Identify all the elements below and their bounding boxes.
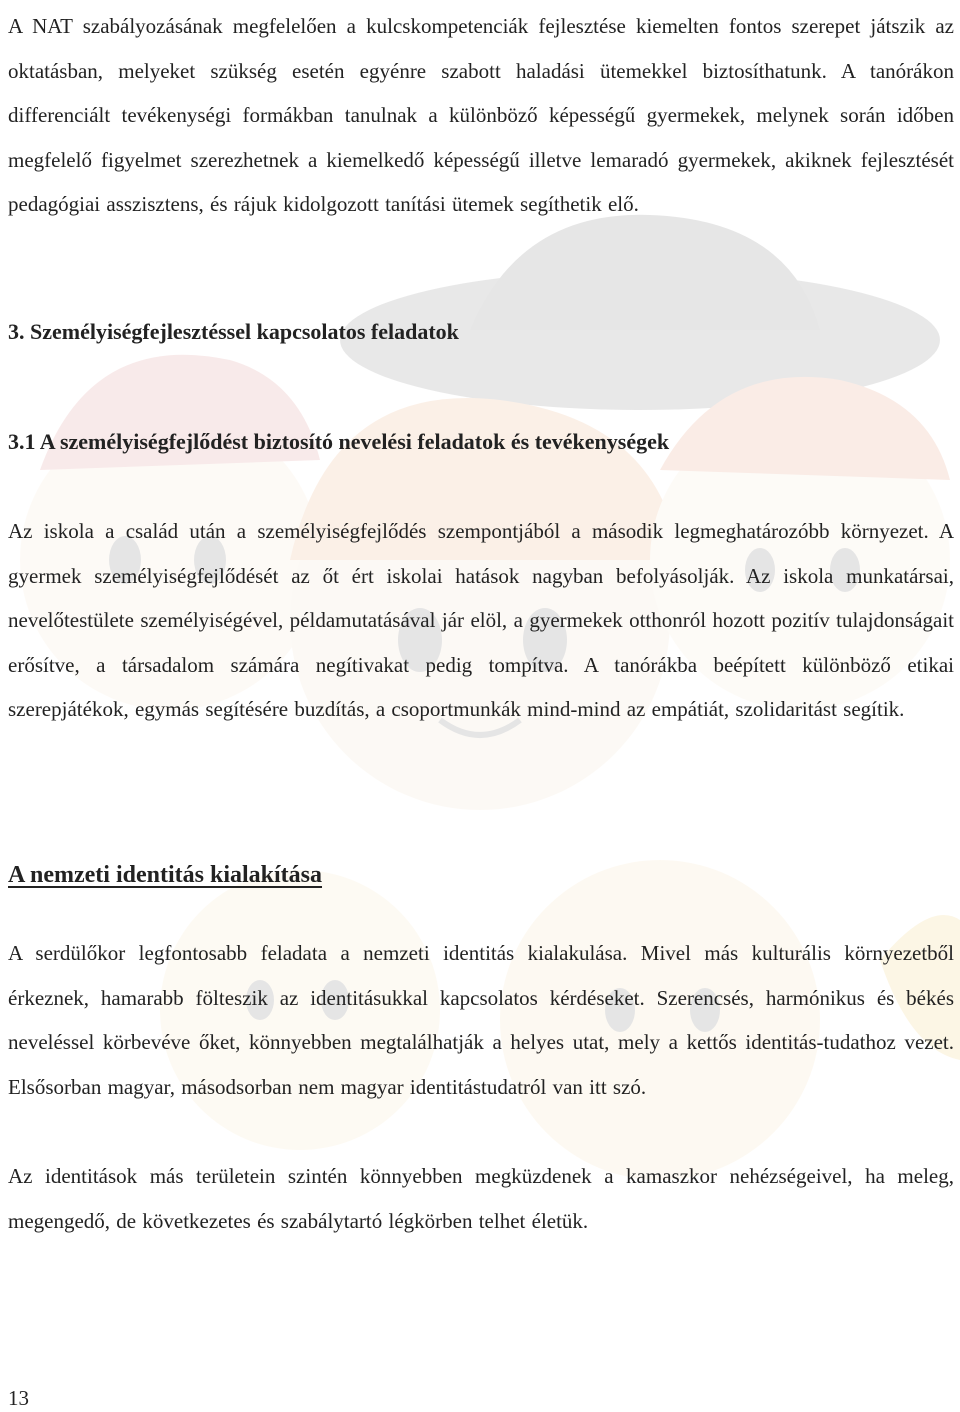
intro-paragraph: A NAT szabályozásának megfelelően a kulcskompetenciák fejlesztése kiemelten fontos szerepet játszik az oktatásban, melyeket szükség esetén egyénre szabott haladási ütemekkel biztosíthatunk. A tanórákon differenciált tevékenységi formákban tanulnak a különböző képességű gyermekek, melynek során időben megfelelő figyelmet szerezhetnek a kiemelkedő képességű illetve lemaradó gyermekek, akiknek fejlesztését pedagógiai asszisztens, és rájuk kidolgozott tanítási ütemek segíthetik elő. — [8, 14, 954, 216]
subsection-title: 3.1 A személyiségfejlődést biztosító nevelési feladatok és tevékenységek — [8, 429, 670, 454]
identity-paragraph-1: A serdülőkor legfontosabb feladata a nemzeti identitás kialakulása. Mivel más kulturális környezetből érkeznek, hamarabb fölteszik az identitásukkal kapcsolatos kérdéseket. Szerencsés, harmónikus és békés neveléssel körbevéve őket, könnyebben megtalálhatják a helyes utat, mely a kettős identitás-tudathoz vezet. Elsősorban magyar, másodsorban nem magyar identitástudatról van itt szó. — [8, 941, 954, 1099]
page-number: 13 — [8, 1386, 29, 1410]
identity-title: A nemzeti identitás kialakítása — [8, 862, 323, 888]
subsection-paragraph: Az iskola a család után a személyiségfejlődés szempontjából a második legmeghatározóbb környezet. A gyermek személyiségfejlődését az őt ért iskolai hatások nagyban befolyásolják. Az iskola munkatársai, nevelőtestülete személyiségével, példamutatásával jár elöl, a gyermekek otthonról hozott pozitív tulajdonságait erősítve, a társadalom számára negítivakat pedig tompítva. A tanórákba beépített különböző etikai szerepjátékok, egymás segítésére buzdítás, a csoportmunkák mind-mind az empátiát, szolidaritást segítik. — [8, 519, 954, 721]
section-title: 3. Személyiségfejlesztéssel kapcsolatos feladatok — [8, 319, 459, 344]
identity-paragraph-2: Az identitások más területein szintén könnyebben megküzdenek a kamaszkor nehézségeivel, ha meleg, megengedő, de következetes és szabálytartó légkörben telhet életük. — [8, 1164, 954, 1233]
